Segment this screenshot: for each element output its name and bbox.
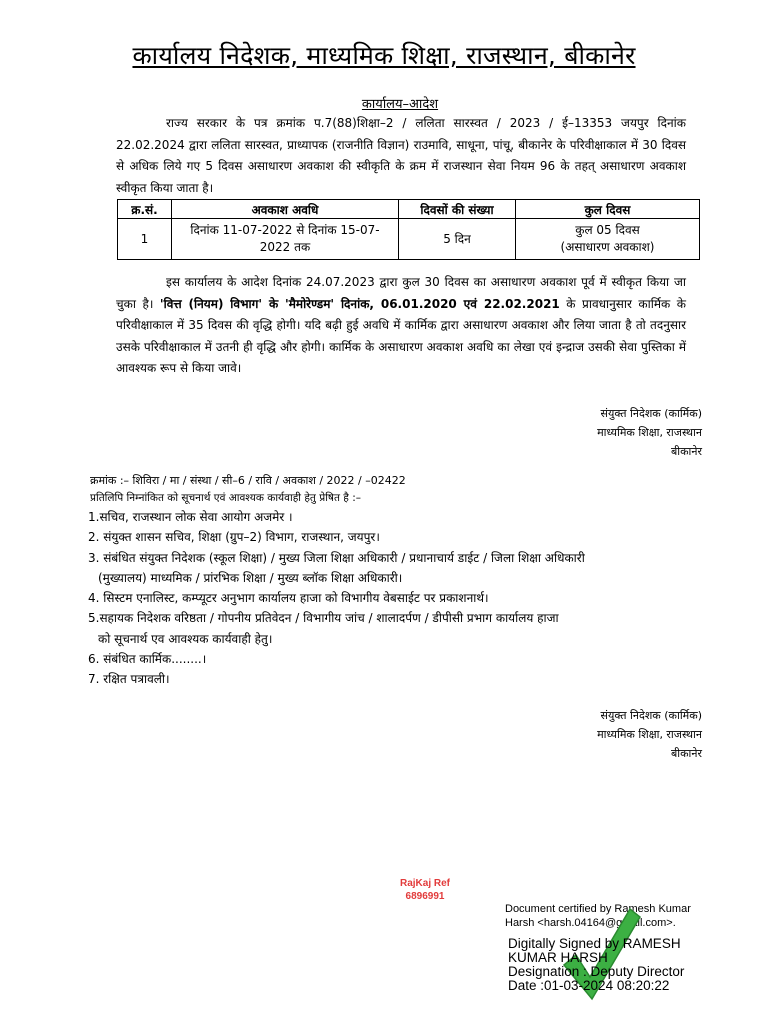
reference-number: क्रमांक :– शिविरा / मा / संस्था / सी–6 / रावि / अवकाश / 2022 / –02422 <box>90 474 406 487</box>
rajkaj-stamp <box>390 877 460 903</box>
cell-days: 5 दिन <box>399 219 516 260</box>
second-paragraph <box>116 272 686 380</box>
list-item: को सूचनार्थ एव आवश्यक कार्यवाही हेतु। <box>98 631 273 646</box>
stamp-number: 6896991 <box>405 891 445 902</box>
page-title: कार्यालय निदेशक, माध्यमिक शिक्षा, राजस्थान, बीकानेर <box>132 41 636 70</box>
second-paragraph-text2: के प्रावधानुसार कार्मिक के परिवीक्षाकाल में 35 दिवस की वृद्धि होगी। यदि बढ़ी हुई अवधि में कार्मिक द्वारा असाधारण अवकाश और लिया जाता है तो तदनुसार उसके परिवीक्षाकाल में उतनी ही वृद्धि और होगी। कार्मिक के असाधारण अवकाश अवधि का लेखा एवं इन्द्राज उसकी सेवा पुस्तिका में आवश्यक रूप से किया जावे। <box>116 296 686 375</box>
list-item: 4. सिस्टम एनालिस्ट, कम्प्यूटर अनुभाग कार्यालय हाजा को विभागीय वेबसाईट पर प्रकाशनार्थ। <box>88 591 489 606</box>
memorandum-reference: 'वित्त (नियम) विभाग' के 'मैमोरेण्डम' दिनांक, 06.01.2020 एवं 22.02.2021 <box>159 296 560 311</box>
list-item: 6. संबंधित कार्मिक........। <box>88 652 207 667</box>
digsig-designation: Designation : Deputy Director <box>508 964 685 979</box>
signature-block-1 <box>470 404 702 461</box>
signature-city: बीकानेर <box>670 747 702 760</box>
col-sno: क्र.सं. <box>118 200 172 219</box>
cell-total-line2: (असाधारण अवकाश) <box>560 240 655 254</box>
certification-line: Document certified by Ramesh Kumar <box>505 903 691 915</box>
signature-designation: संयुक्त निदेशक (कार्मिक) <box>600 407 702 420</box>
digsig-name: KUMAR HARSH <box>508 950 608 965</box>
table-header-row <box>118 200 700 219</box>
intro-text: राज्य सरकार के पत्र क्रमांक प.7(88)शिक्षा–2 / ललिता सारस्वत / 2023 / ई–13353 जयपुर दिनांक 22.02.2024 द्वारा ललिता सारस्वत, प्राध्यापक (राजनीति विज्ञान) राउमावि, साधूना, पांचू, बीकानेर के परिवीक्षाकाल में 30 दिवस से अधिक लिये गए 5 दिवस असाधारण अवकाश की स्वीकृति के क्रम में राजस्थान सेवा नियम 96 के तहत् असाधारण अवकाश स्वीकृत किया जाता है। <box>116 116 686 195</box>
cell-period: दिनांक 11-07-2022 से दिनांक 15-07-2022 तक <box>172 219 399 260</box>
second-paragraph-text1: इस कार्यालय के आदेश दिनांक 24.07.2023 द्वारा कुल 30 दिवस का असाधारण अवकाश पूर्व में स्वीकृत किया जा चुका है। <box>116 275 686 311</box>
digital-signature <box>508 937 738 993</box>
col-days: दिवसों की संख्या <box>399 200 516 219</box>
cell-total-line1: कुल 05 दिवस <box>575 223 640 237</box>
order-heading: कार्यालय–आदेश <box>361 97 439 112</box>
copy-intro: प्रतिलिपि निम्नांकित को सूचनार्थ एवं आवश्यक कार्यवाही हेतु प्रेषित है :– <box>90 492 362 504</box>
col-period: अवकाश अवधि <box>172 200 399 219</box>
signature-designation: संयुक्त निदेशक (कार्मिक) <box>600 709 702 722</box>
list-item: 3. संबंधित संयुक्त निदेशक (स्कूल शिक्षा) / मुख्य जिला शिक्षा अधिकारी / प्रधानाचार्य डाईट / जिला शिक्षा अधिकारी <box>88 550 585 565</box>
copy-list <box>88 507 728 690</box>
list-item: 5.सहायक निदेशक वरिष्ठता / गोपनीय प्रतिवेदन / विभागीय जांच / शालादर्पण / डीपीसी प्रभाग कार्यालय हाजा <box>88 611 559 626</box>
digsig-date: Date :01-03-2024 08:20:22 <box>508 978 670 993</box>
intro-paragraph <box>116 113 686 199</box>
cell-total <box>516 219 700 260</box>
signature-city: बीकानेर <box>670 445 702 458</box>
signature-office: माध्यमिक शिक्षा, राजस्थान <box>597 728 702 741</box>
signature-office: माध्यमिक शिक्षा, राजस्थान <box>597 426 702 439</box>
list-item: 2. संयुक्त शासन सचिव, शिक्षा (ग्रुप–2) विभाग, राजस्थान, जयपुर। <box>88 530 380 545</box>
signature-block-2 <box>470 706 702 763</box>
list-item: (मुख्यालय) माध्यमिक / प्रांरभिक शिक्षा / मुख्य ब्लॉक शिक्षा अधिकारी। <box>98 570 403 585</box>
cell-sno: 1 <box>118 219 172 260</box>
col-total: कुल दिवस <box>516 200 700 219</box>
certification-email: Harsh <harsh.04164@gmail.com>. <box>505 917 676 929</box>
stamp-label: RajKaj Ref <box>399 878 450 889</box>
digsig-signed-by: Digitally Signed by RAMESH <box>508 936 681 951</box>
list-item: 1.सचिव, राजस्थान लोक सेवा आयोग अजमेर । <box>88 510 293 524</box>
leave-table <box>117 199 700 260</box>
table-row <box>118 219 700 260</box>
list-item: 7. रक्षित पत्रावली। <box>88 672 170 687</box>
